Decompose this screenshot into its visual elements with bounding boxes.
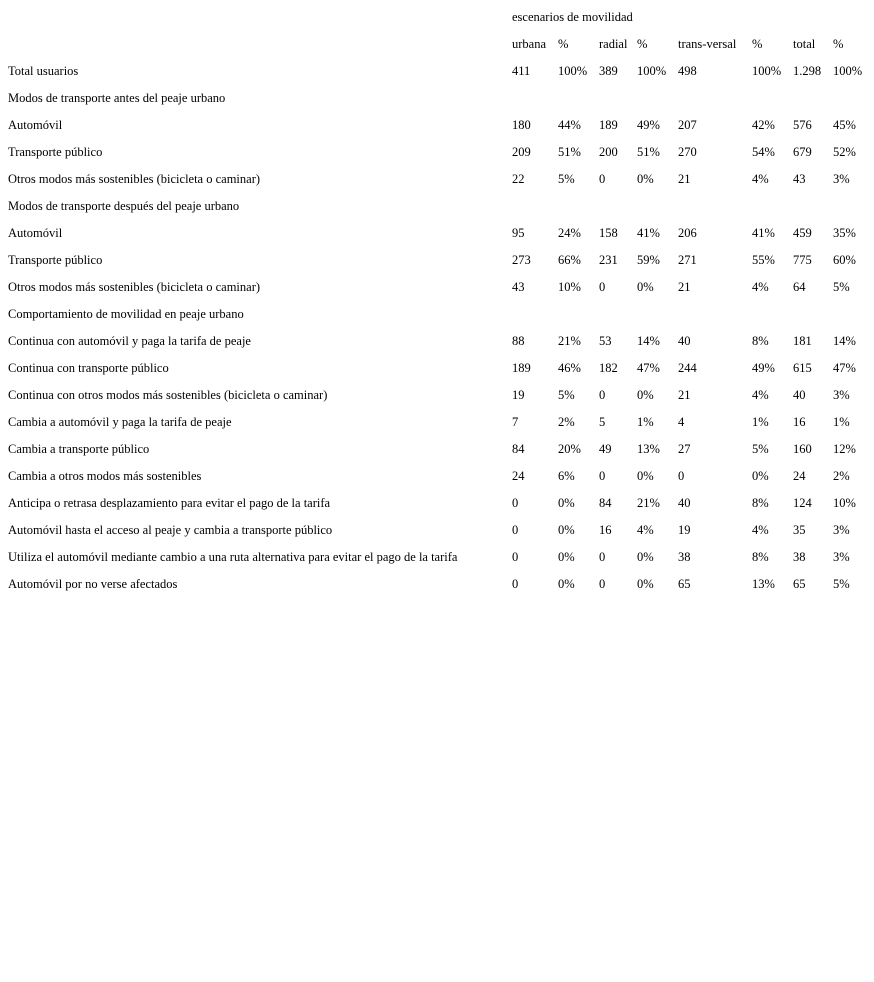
value-cell: 16 [793, 415, 806, 430]
value-cell: 49% [637, 118, 660, 133]
value-cell: 49% [752, 361, 775, 376]
value-cell: 60% [833, 253, 856, 268]
value-cell: 12% [833, 442, 856, 457]
value-cell: 1.298 [793, 64, 822, 79]
row-label: Cambia a automóvil y paga la tarifa de peaje [8, 415, 232, 430]
section-header-row [4, 85, 870, 112]
value-cell: 19 [678, 523, 691, 538]
value-cell [789, 193, 829, 220]
value-cell: 22 [512, 172, 525, 187]
value-cell [674, 85, 748, 112]
value-cell: 411 [512, 64, 531, 79]
column-header: urbana [512, 37, 547, 52]
row-label: Automóvil por no verse afectados [8, 577, 178, 592]
value-cell: 200 [599, 145, 618, 160]
value-cell: 84 [599, 496, 612, 511]
value-cell: 0% [558, 577, 575, 592]
column-header: total [793, 37, 816, 52]
row-label: Transporte público [8, 145, 103, 160]
value-cell: 209 [512, 145, 531, 160]
table-row [4, 463, 870, 490]
value-cell: 8% [752, 334, 769, 349]
value-cell: 2% [833, 469, 850, 484]
column-header: % [833, 37, 844, 52]
section-header-row [4, 193, 870, 220]
value-cell [508, 85, 554, 112]
value-cell: 181 [793, 334, 812, 349]
value-cell: 0% [637, 172, 654, 187]
value-cell: 206 [678, 226, 697, 241]
column-header-row [4, 31, 870, 58]
value-cell: 0% [558, 496, 575, 511]
value-cell: 54% [752, 145, 775, 160]
value-cell: 0 [512, 523, 519, 538]
value-cell: 45% [833, 118, 856, 133]
table-row [4, 220, 870, 247]
value-cell: 4% [637, 523, 654, 538]
value-cell: 615 [793, 361, 812, 376]
table-row [4, 274, 870, 301]
value-cell: 13% [637, 442, 660, 457]
value-cell: 43 [793, 172, 806, 187]
column-header: trans-versal [678, 37, 737, 52]
value-cell: 100% [637, 64, 667, 79]
value-cell: 10% [833, 496, 856, 511]
value-cell: 14% [637, 334, 660, 349]
value-cell: 27 [678, 442, 691, 457]
column-header: % [637, 37, 648, 52]
value-cell: 1% [752, 415, 769, 430]
row-label: Continua con otros modos más sostenibles (bicicleta o caminar) [8, 388, 328, 403]
value-cell: 3% [833, 172, 850, 187]
value-cell: 41% [637, 226, 660, 241]
value-cell: 95 [512, 226, 525, 241]
section-label: Modos de transporte antes del peaje urbano [8, 91, 226, 106]
table-row [4, 571, 870, 598]
value-cell: 44% [558, 118, 581, 133]
row-label: Continua con transporte público [8, 361, 169, 376]
table-row [4, 490, 870, 517]
value-cell [748, 85, 789, 112]
value-cell: 189 [599, 118, 618, 133]
value-cell: 244 [678, 361, 697, 376]
value-cell: 8% [752, 550, 769, 565]
value-cell: 46% [558, 361, 581, 376]
value-cell: 1% [833, 415, 850, 430]
column-header: % [558, 37, 569, 52]
value-cell: 0 [599, 388, 606, 403]
value-cell: 35 [793, 523, 806, 538]
value-cell: 65 [678, 577, 691, 592]
value-cell: 4% [752, 523, 769, 538]
table-row [4, 247, 870, 274]
value-cell: 0 [512, 577, 519, 592]
row-label: Otros modos más sostenibles (bicicleta o caminar) [8, 280, 261, 295]
value-cell: 4% [752, 172, 769, 187]
value-cell: 53 [599, 334, 612, 349]
value-cell: 2% [558, 415, 575, 430]
value-cell [595, 301, 633, 328]
table-row [4, 112, 870, 139]
row-label: Automóvil [8, 226, 63, 241]
row-label: Utiliza el automóvil mediante cambio a una ruta alternativa para evitar el pago de la tarifa [8, 550, 458, 565]
value-cell: 158 [599, 226, 618, 241]
group-header: escenarios de movilidad [512, 10, 633, 25]
value-cell: 13% [752, 577, 775, 592]
value-cell: 64 [793, 280, 806, 295]
value-cell: 0% [752, 469, 769, 484]
value-cell: 21 [678, 172, 691, 187]
value-cell: 88 [512, 334, 525, 349]
value-cell: 5% [558, 388, 575, 403]
row-label: Automóvil [8, 118, 63, 133]
value-cell: 42% [752, 118, 775, 133]
value-cell: 40 [678, 334, 691, 349]
value-cell: 6% [558, 469, 575, 484]
value-cell: 0% [637, 550, 654, 565]
value-cell [554, 85, 595, 112]
value-cell: 0 [599, 172, 606, 187]
row-label: Transporte público [8, 253, 103, 268]
value-cell: 0% [558, 550, 575, 565]
value-cell: 21 [678, 280, 691, 295]
table-row [4, 58, 870, 85]
value-cell: 182 [599, 361, 618, 376]
value-cell: 0 [512, 550, 519, 565]
value-cell: 270 [678, 145, 697, 160]
value-cell: 273 [512, 253, 531, 268]
value-cell: 38 [678, 550, 691, 565]
value-cell: 180 [512, 118, 531, 133]
value-cell: 40 [678, 496, 691, 511]
group-header-row [4, 4, 870, 31]
table-row [4, 328, 870, 355]
value-cell: 0% [637, 388, 654, 403]
value-cell: 8% [752, 496, 769, 511]
value-cell: 207 [678, 118, 697, 133]
value-cell [748, 193, 789, 220]
header-blank-cell [4, 4, 508, 31]
value-cell [829, 193, 870, 220]
value-cell [508, 193, 554, 220]
value-cell: 66% [558, 253, 581, 268]
value-cell [674, 193, 748, 220]
value-cell: 35% [833, 226, 856, 241]
value-cell: 24 [512, 469, 525, 484]
value-cell [789, 301, 829, 328]
value-cell [633, 193, 674, 220]
value-cell: 0 [512, 496, 519, 511]
value-cell: 389 [599, 64, 618, 79]
value-cell: 459 [793, 226, 812, 241]
value-cell [554, 301, 595, 328]
column-header: radial [599, 37, 628, 52]
value-cell: 0 [599, 577, 606, 592]
value-cell [829, 85, 870, 112]
row-label: Total usuarios [8, 64, 79, 79]
table-row [4, 139, 870, 166]
value-cell: 271 [678, 253, 697, 268]
value-cell: 19 [512, 388, 525, 403]
value-cell: 5% [752, 442, 769, 457]
table-row [4, 409, 870, 436]
section-label: Modos de transporte después del peaje urbano [8, 199, 240, 214]
section-label: Comportamiento de movilidad en peaje urbano [8, 307, 244, 322]
value-cell: 576 [793, 118, 812, 133]
table-row [4, 544, 870, 571]
value-cell: 4% [752, 388, 769, 403]
value-cell: 5 [599, 415, 606, 430]
value-cell: 775 [793, 253, 812, 268]
value-cell: 55% [752, 253, 775, 268]
value-cell: 47% [833, 361, 856, 376]
value-cell: 47% [637, 361, 660, 376]
value-cell: 231 [599, 253, 618, 268]
value-cell: 21% [637, 496, 660, 511]
table-row [4, 355, 870, 382]
value-cell: 100% [833, 64, 863, 79]
value-cell: 189 [512, 361, 531, 376]
value-cell: 16 [599, 523, 612, 538]
value-cell: 49 [599, 442, 612, 457]
value-cell: 10% [558, 280, 581, 295]
row-label: Continua con automóvil y paga la tarifa de peaje [8, 334, 251, 349]
value-cell: 43 [512, 280, 525, 295]
value-cell: 0 [599, 550, 606, 565]
value-cell: 40 [793, 388, 806, 403]
value-cell: 7 [512, 415, 519, 430]
value-cell: 41% [752, 226, 775, 241]
value-cell [595, 85, 633, 112]
value-cell: 124 [793, 496, 812, 511]
value-cell: 5% [558, 172, 575, 187]
header-blank-cell [4, 31, 508, 58]
value-cell: 0% [637, 280, 654, 295]
value-cell: 5% [833, 280, 850, 295]
mobility-table [4, 4, 870, 598]
value-cell: 100% [752, 64, 782, 79]
value-cell: 498 [678, 64, 697, 79]
value-cell: 0 [599, 469, 606, 484]
value-cell [674, 301, 748, 328]
value-cell: 4% [752, 280, 769, 295]
section-header-row [4, 301, 870, 328]
value-cell: 100% [558, 64, 588, 79]
row-label: Cambia a transporte público [8, 442, 150, 457]
value-cell [595, 193, 633, 220]
value-cell [554, 193, 595, 220]
value-cell: 38 [793, 550, 806, 565]
value-cell [829, 301, 870, 328]
value-cell [633, 301, 674, 328]
value-cell: 24% [558, 226, 581, 241]
value-cell: 20% [558, 442, 581, 457]
table-row [4, 382, 870, 409]
row-label: Anticipa o retrasa desplazamiento para evitar el pago de la tarifa [8, 496, 331, 511]
value-cell: 1% [637, 415, 654, 430]
value-cell: 0 [599, 280, 606, 295]
value-cell [748, 301, 789, 328]
value-cell: 52% [833, 145, 856, 160]
value-cell: 24 [793, 469, 806, 484]
value-cell: 65 [793, 577, 806, 592]
value-cell: 84 [512, 442, 525, 457]
row-label: Cambia a otros modos más sostenibles [8, 469, 202, 484]
value-cell: 3% [833, 388, 850, 403]
value-cell: 3% [833, 550, 850, 565]
value-cell: 0% [637, 469, 654, 484]
value-cell: 0% [637, 577, 654, 592]
value-cell: 4 [678, 415, 685, 430]
value-cell: 14% [833, 334, 856, 349]
value-cell [508, 301, 554, 328]
value-cell: 51% [558, 145, 581, 160]
row-label: Automóvil hasta el acceso al peaje y cambia a transporte público [8, 523, 333, 538]
column-header: % [752, 37, 763, 52]
value-cell [633, 85, 674, 112]
value-cell: 5% [833, 577, 850, 592]
value-cell [789, 85, 829, 112]
table-row [4, 517, 870, 544]
value-cell: 3% [833, 523, 850, 538]
value-cell: 21% [558, 334, 581, 349]
row-label: Otros modos más sostenibles (bicicleta o caminar) [8, 172, 261, 187]
value-cell: 0% [558, 523, 575, 538]
value-cell: 0 [678, 469, 685, 484]
value-cell: 21 [678, 388, 691, 403]
value-cell: 679 [793, 145, 812, 160]
value-cell: 160 [793, 442, 812, 457]
table-row [4, 166, 870, 193]
table-row [4, 436, 870, 463]
value-cell: 59% [637, 253, 660, 268]
value-cell: 51% [637, 145, 660, 160]
